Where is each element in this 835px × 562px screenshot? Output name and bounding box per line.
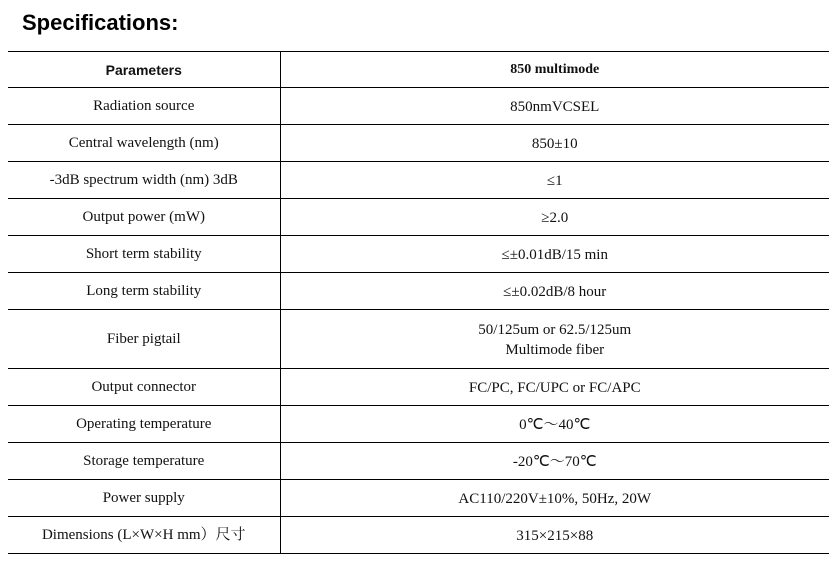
table-row	[8, 162, 829, 199]
row-value: 850nmVCSEL	[280, 88, 829, 125]
row-value-line: Multimode fiber	[505, 341, 605, 358]
table-row	[8, 236, 829, 273]
row-value	[280, 310, 829, 369]
table-row	[8, 443, 829, 480]
row-param: Fiber pigtail	[8, 310, 280, 369]
table-row	[8, 406, 829, 443]
row-value: AC110/220V±10%, 50Hz, 20W	[280, 480, 829, 517]
header-850-multimode: 850 multimode	[280, 52, 829, 88]
table-row	[8, 517, 829, 554]
row-param: Power supply	[8, 480, 280, 517]
table-row	[8, 273, 829, 310]
table-row	[8, 310, 829, 369]
row-param: Radiation source	[8, 88, 280, 125]
row-param: Output connector	[8, 369, 280, 406]
table-row	[8, 125, 829, 162]
row-value: ≥2.0	[280, 199, 829, 236]
header-parameters: Parameters	[8, 52, 280, 88]
table-header-row	[8, 52, 829, 88]
row-value: 315×215×88	[280, 517, 829, 554]
table-row	[8, 480, 829, 517]
row-value: 0℃～40℃	[280, 406, 829, 443]
row-param: -3dB spectrum width (nm) 3dB	[8, 162, 280, 199]
row-value: ≤±0.02dB/8 hour	[280, 273, 829, 310]
row-value-line: 50/125um or 62.5/125um	[478, 321, 632, 338]
row-param: Short term stability	[8, 236, 280, 273]
table-row	[8, 88, 829, 125]
page-title: Specifications:	[22, 10, 179, 35]
row-value: ≤1	[280, 162, 829, 199]
row-value: ≤±0.01dB/15 min	[280, 236, 829, 273]
row-param: Long term stability	[8, 273, 280, 310]
table-row	[8, 199, 829, 236]
row-param: Operating temperature	[8, 406, 280, 443]
row-param: Central wavelength (nm)	[8, 125, 280, 162]
row-value: -20℃～70℃	[280, 443, 829, 480]
row-param: Dimensions (L×W×H mm）尺寸	[8, 517, 280, 554]
row-param: Storage temperature	[8, 443, 280, 480]
row-param: Output power (mW)	[8, 199, 280, 236]
row-value: 850±10	[280, 125, 829, 162]
specifications-table	[8, 51, 829, 554]
row-value: FC/PC, FC/UPC or FC/APC	[280, 369, 829, 406]
table-row	[8, 369, 829, 406]
